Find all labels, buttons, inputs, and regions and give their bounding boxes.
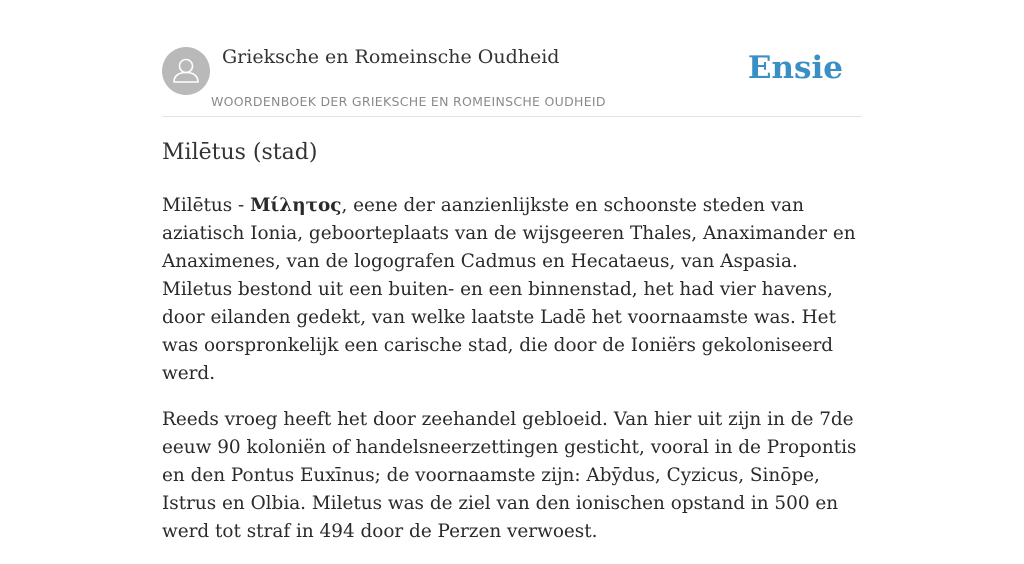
site-header: [162, 0, 862, 117]
article-body: [162, 192, 862, 564]
term-separator: -: [232, 195, 251, 216]
paragraph-1: [162, 192, 862, 388]
avatar[interactable]: [162, 47, 210, 95]
page: [162, 0, 862, 542]
paragraph-2: Reeds vroeg heeft het door zeehandel gebloeid. Van hier uit zijn in de 7de eeuw 90 koloniën of handelsneerzettingen gesticht, vooral in de Propontis en den Pontus Euxīnus; de voornaamste zijn: Abȳdus, Cyzicus, Sinōpe, Istrus en Olbia. Miletus was de ziel van den ionischen opstand in 500 en werd tot straf in 494 door de Perzen verwoest.: [162, 409, 857, 542]
page-title: Milētus (stad): [162, 140, 318, 165]
user-icon: [162, 47, 210, 95]
entry-term: Milētus: [162, 195, 233, 216]
paragraph-1-text: , eene der aanzienlijkste en schoonste steden van aziatisch Ionia, geboorteplaats van de wijsgeeren Thales, Anaximander en Anaximenes, van de logografen Cadmus en Hecataeus, van Aspasia. Miletus bestond uit een buiten- en een binnenstad, het had vier havens, door eilanden gedekt, van welke laatste Ladē het voornaamste was. Het was oorspronkelijk een carische stad, die door de Ioniërs gekoloniseerd werd.: [162, 195, 856, 384]
ensie-logo[interactable]: Ensie: [747, 50, 843, 86]
site-subtitle: WOORDENBOEK DER GRIEKSCHE EN ROMEINSCHE OUDHEID: [211, 94, 606, 109]
site-title[interactable]: Grieksche en Romeinsche Oudheid: [222, 46, 560, 68]
greek-term: Μίλητος: [250, 195, 342, 216]
